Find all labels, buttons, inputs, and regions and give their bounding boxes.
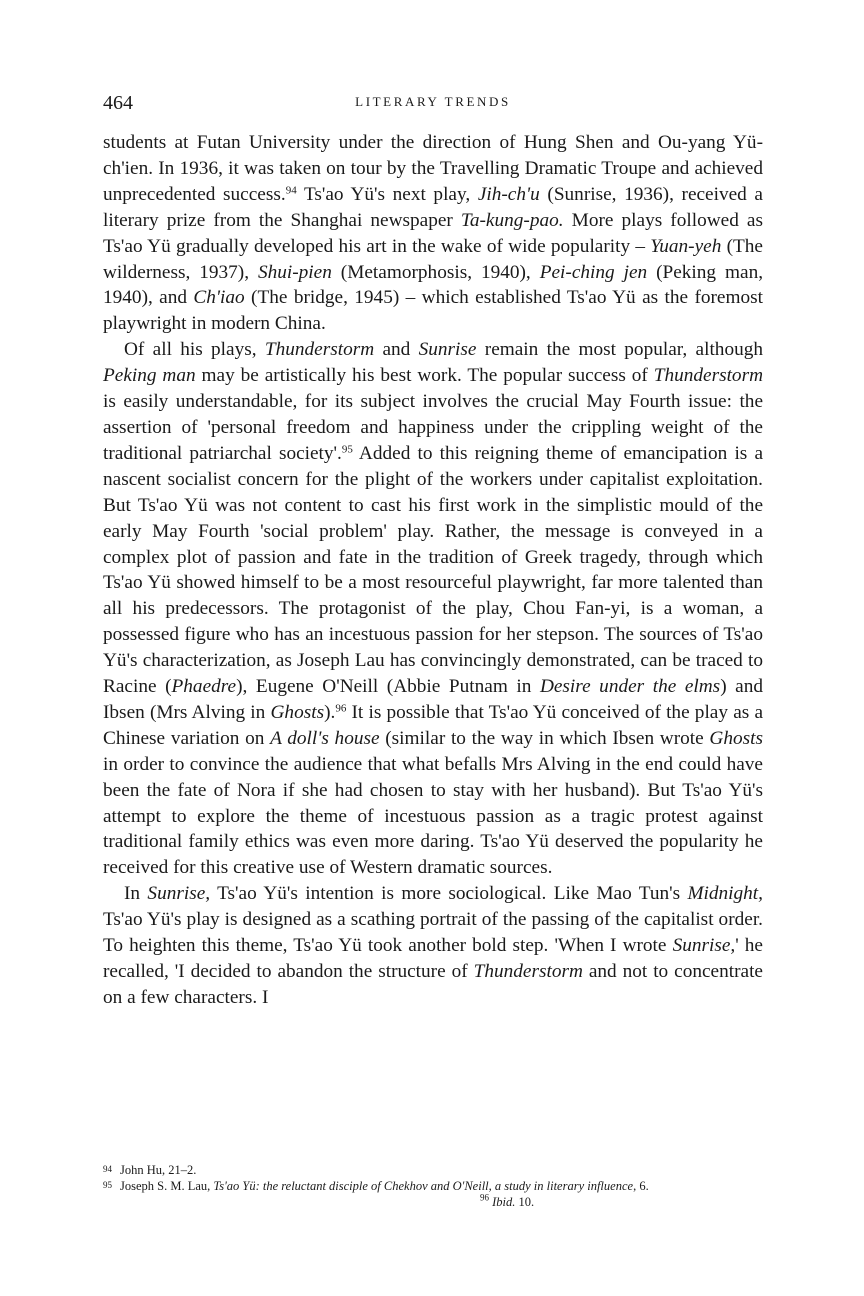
play-title: Ghosts <box>270 701 325 723</box>
text-run: Of all his plays, <box>124 339 265 361</box>
paragraph-2 <box>103 337 763 881</box>
footnote-ref-96: 96 <box>335 702 347 715</box>
text-run: ' he recalled, 'I decided to abandon the structure of <box>103 935 763 982</box>
text-run: (Peking man, 1940), and <box>103 261 764 309</box>
text-run: Ts'ao Yü's play is designed as a scathing portrait of the passing of the capitalist order. To heighten this theme, Ts'ao Yü took another bold step. 'When I wrote <box>103 909 763 957</box>
text-run: may be artistically his best work. The popular success of <box>195 365 654 387</box>
play-title: Thunderstorm <box>653 365 763 387</box>
play-title: Thunderstorm <box>473 961 583 982</box>
text-run: (The wilderness, 1937), <box>103 235 763 283</box>
text-run: It is possible that Ts'ao Yü conceived of the play as a Chinese variation on <box>103 701 763 749</box>
footnote-95 <box>103 1178 763 1209</box>
paragraph-3 <box>103 881 763 1011</box>
play-title: Shui-pien <box>257 261 332 283</box>
text-run: and <box>374 339 419 361</box>
text-run: remain the most popular, although <box>476 339 764 361</box>
text-run: (The bridge, 1945) – which established Ts'ao Yü as the foremost playwright in modern China. <box>103 287 763 335</box>
text-run: in order to convince the audience that what befalls Mrs Alving in the end could have been the fate of Nora if she had chosen to stay with her husband). But Ts'ao Yü's attempt to explore the theme of incestuous passion as a tragic protest against traditional family ethics was even more daring. Ts'ao Yü deserved the popularity he received for this creative use of Western dramatic sources. <box>103 753 763 879</box>
ibid-text: Ibid. <box>492 1195 516 1209</box>
footnote-text: , 6. <box>633 1179 649 1193</box>
body-text <box>103 130 763 1011</box>
text-run: ) and Ibsen (Mrs Alving in <box>103 676 764 723</box>
play-title: Pei-ching jen <box>539 261 648 283</box>
play-title: A doll's house <box>270 727 380 749</box>
footnote-ref-94: 94 <box>285 184 297 197</box>
play-title: Yuan-yeh <box>650 235 722 257</box>
play-title: Phaedre <box>171 676 237 698</box>
novel-title: Midnight, <box>687 883 763 905</box>
text-run: is easily understandable, for its subject involves the crucial May Fourth issue: the assertion of 'personal freedom and happiness under the crippling weight of the traditional patriarchal society'. <box>103 391 763 464</box>
text-run: ), Eugene O'Neill (Abbie Putnam in <box>236 676 540 698</box>
text-run: ). <box>324 701 336 723</box>
footnote-ref-95: 95 <box>341 443 353 456</box>
running-head: LITERARY TRENDS <box>355 94 511 109</box>
play-title: Sunrise, <box>147 883 211 905</box>
play-title: Ghosts <box>709 727 763 749</box>
play-title: Ch'iao <box>193 287 245 309</box>
footnote-mark: 94 <box>103 1164 112 1174</box>
text-run: More plays followed as Ts'ao Yü gradually developed his art in the wake of wide popularity – <box>103 209 763 257</box>
footnote-text: John Hu, 21–2. <box>120 1163 197 1177</box>
play-title: Thunderstorm <box>264 339 375 361</box>
paragraph-1 <box>103 130 763 337</box>
footnote-text: 10. <box>515 1195 535 1209</box>
footnote-mark: 96 <box>480 1192 489 1203</box>
text-run: (similar to the way in which Ibsen wrote <box>379 727 710 749</box>
newspaper-title: Ta-kung-pao. <box>460 209 564 231</box>
footnote-94 <box>103 1162 763 1178</box>
text-run: students at Futan University under the direction of Hung Shen and Ou-yang Yü-ch'ien. In 1936, it was taken on tour by the Travelling Dramatic Troupe and achieved unprecedented success. <box>103 132 763 205</box>
page-number: 464 <box>103 92 133 114</box>
footnote-text: Joseph S. M. Lau, <box>120 1179 214 1193</box>
text-run: Ts'ao Yü's intention is more sociological. Like Mao Tun's <box>210 883 688 905</box>
text-run: (Metamorphosis, 1940), <box>331 261 540 283</box>
play-title: Sunrise, <box>672 935 736 957</box>
play-title: Jih-ch'u <box>477 183 540 205</box>
text-run: Added to this reigning theme of emancipation is a nascent socialist concern for the plight of the workers under capitalist exploitation. But Ts'ao Yü was not content to cast his first work in the simplistic mould of the early May Fourth 'social problem' play. Rather, the message is conveyed in a complex plot of passion and fate in the tradition of Greek tragedy, through which Ts'ao Yü showed himself to be a most resourceful playwright, far more talented than all his predecessors. The protagonist of the play, Chou Fan-yi, is a woman, a possessed figure who has an incestuous passion for her stepson. The sources of Ts'ao Yü's characterization, as Joseph Lau has convincingly demonstrated, can be traced to Racine ( <box>103 442 763 698</box>
text-run: and not to concentrate on a few characters. I <box>103 961 763 1008</box>
text-run: In <box>124 883 148 905</box>
play-title: Desire under the elms <box>539 676 721 698</box>
footnote-96 <box>480 1194 534 1210</box>
text-run: Ts'ao Yü's next play, <box>296 183 478 205</box>
footnote-mark: 95 <box>103 1180 112 1190</box>
book-title: Ts'ao Yü: the reluctant disciple of Chekhov and O'Neill, a study in literary influence <box>213 1179 634 1193</box>
page-header <box>103 92 763 118</box>
play-title: Sunrise <box>418 339 477 361</box>
text-run: (Sunrise, 1936), received a literary prize from the Shanghai newspaper <box>103 183 763 231</box>
footnotes <box>103 1162 763 1209</box>
play-title: Peking man <box>103 365 196 387</box>
